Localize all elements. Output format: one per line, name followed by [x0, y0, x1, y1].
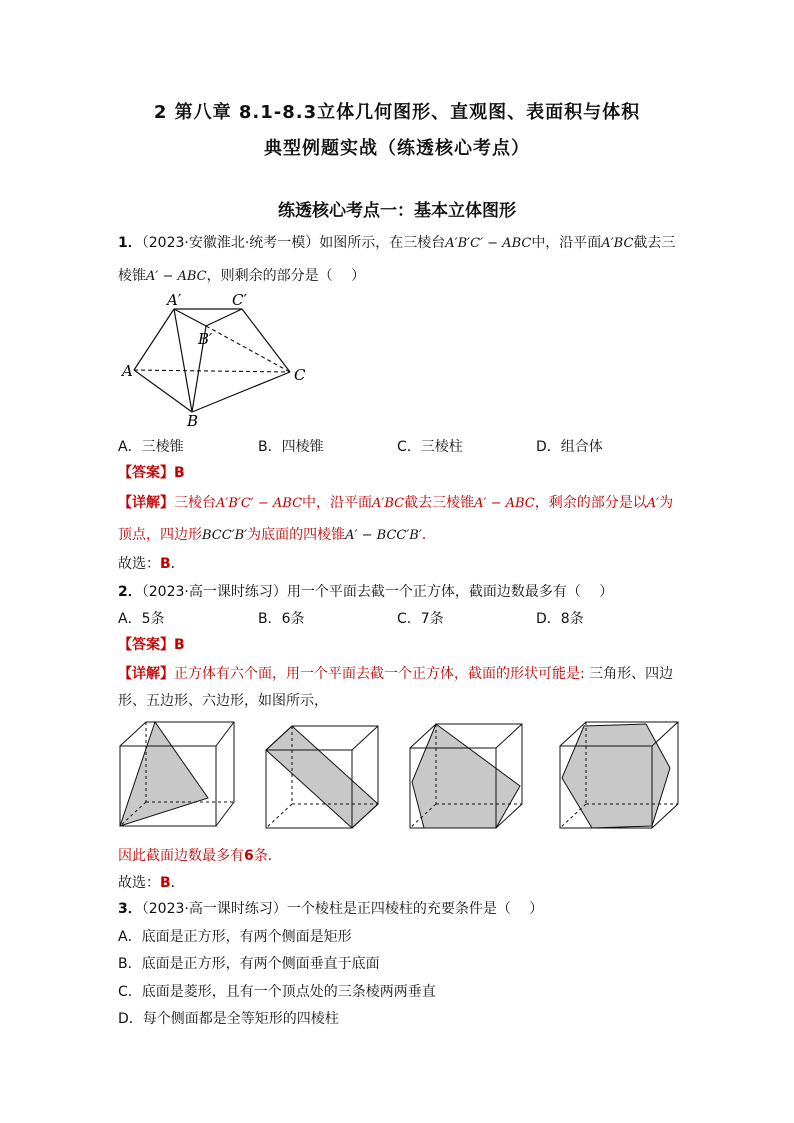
- section-heading: 练透核心考点一：基本立体图形: [278, 201, 516, 221]
- q1-option-c: C．三棱柱: [397, 439, 463, 455]
- q2-option-a: A．5条: [118, 611, 165, 627]
- cube-sections-figure: [112, 718, 692, 833]
- label-C1: C′: [232, 291, 247, 309]
- q2-answer: 【答案】B: [118, 637, 185, 653]
- q2-option-b: B．6条: [258, 611, 305, 627]
- q1-conclusion: 故选：B．: [118, 556, 185, 572]
- label-A1: A′: [167, 291, 182, 309]
- q3-stem: 3．（2023·高一课时练习）一个棱柱是正四棱柱的充要条件是（ ）: [118, 901, 544, 917]
- q1-answer: 【答案】B: [118, 465, 185, 481]
- document-title: 2 第八章 8.1-8.3立体几何图形、直观图、表面积与体积: [153, 102, 641, 123]
- cube-triangle-section: [120, 722, 234, 826]
- q3-option-b: B．底面是正方形，有两个侧面垂直于底面: [118, 956, 380, 972]
- label-B: B: [187, 412, 199, 428]
- label-C: C: [294, 366, 306, 384]
- document-subtitle: 典型例题实战（练透核心考点）: [264, 138, 530, 159]
- q3-source: （2023·高一课时练习）: [141, 901, 287, 917]
- cube-hexagon-section: [560, 722, 678, 828]
- q3-option-a: A．底面是正方形，有两个侧面是矩形: [118, 929, 352, 945]
- q2-after-figure: 因此截面边数最多有6条．: [118, 848, 282, 864]
- q1-detail-line2: 顶点，四边形BCC′B′为底面的四棱锥A′ − BCC′B′．: [118, 527, 436, 543]
- q1-option-d: D．组合体: [536, 439, 603, 455]
- q2-source: （2023·高一课时练习）: [141, 584, 287, 600]
- q1-source: （2023·安徽淮北·统考一模）: [141, 235, 320, 251]
- q2-stem: 2．（2023·高一课时练习）用一个平面去截一个正方体，截面边数最多有（ ）: [118, 584, 614, 600]
- cube-quadrilateral-section: [266, 726, 378, 828]
- q1-stem-line1: 1．（2023·安徽淮北·统考一模）如图所示，在三棱台A′B′C′ − ABC中，沿平面A′BC截去三: [118, 235, 676, 251]
- q1-detail-line1: 【详解】三棱台A′B′C′ − ABC中，沿平面A′BC截去三棱锥A′ − ABC，剩余的部分是以A′为: [118, 495, 674, 511]
- q2-detail-line1: 【详解】正方体有六个面，用一个平面去截一个正方体，截面的形状可能是: 三角形、四边: [118, 666, 674, 682]
- q1-option-b: B．四棱锥: [258, 439, 324, 455]
- q3-option-d: D．每个侧面都是全等矩形的四棱柱: [118, 1011, 339, 1027]
- q3-option-c: C．底面是菱形，且有一个顶点处的三条棱两两垂直: [118, 984, 436, 1000]
- q1-stem-line2: 棱锥A′ − ABC，则剩余的部分是（ ）: [118, 268, 366, 284]
- q2-option-d: D．8条: [536, 611, 584, 627]
- q2-detail-line2: 形、五边形、六边形，如图所示，: [118, 693, 328, 709]
- q2-conclusion: 故选：B．: [118, 875, 185, 891]
- label-A: A: [122, 362, 133, 380]
- cube-pentagon-section: [410, 724, 522, 828]
- q2-option-c: C．7条: [397, 611, 444, 627]
- q1-option-a: A．三棱锥: [118, 439, 184, 455]
- label-B1: B′: [198, 330, 213, 348]
- frustum-figure: [112, 288, 322, 428]
